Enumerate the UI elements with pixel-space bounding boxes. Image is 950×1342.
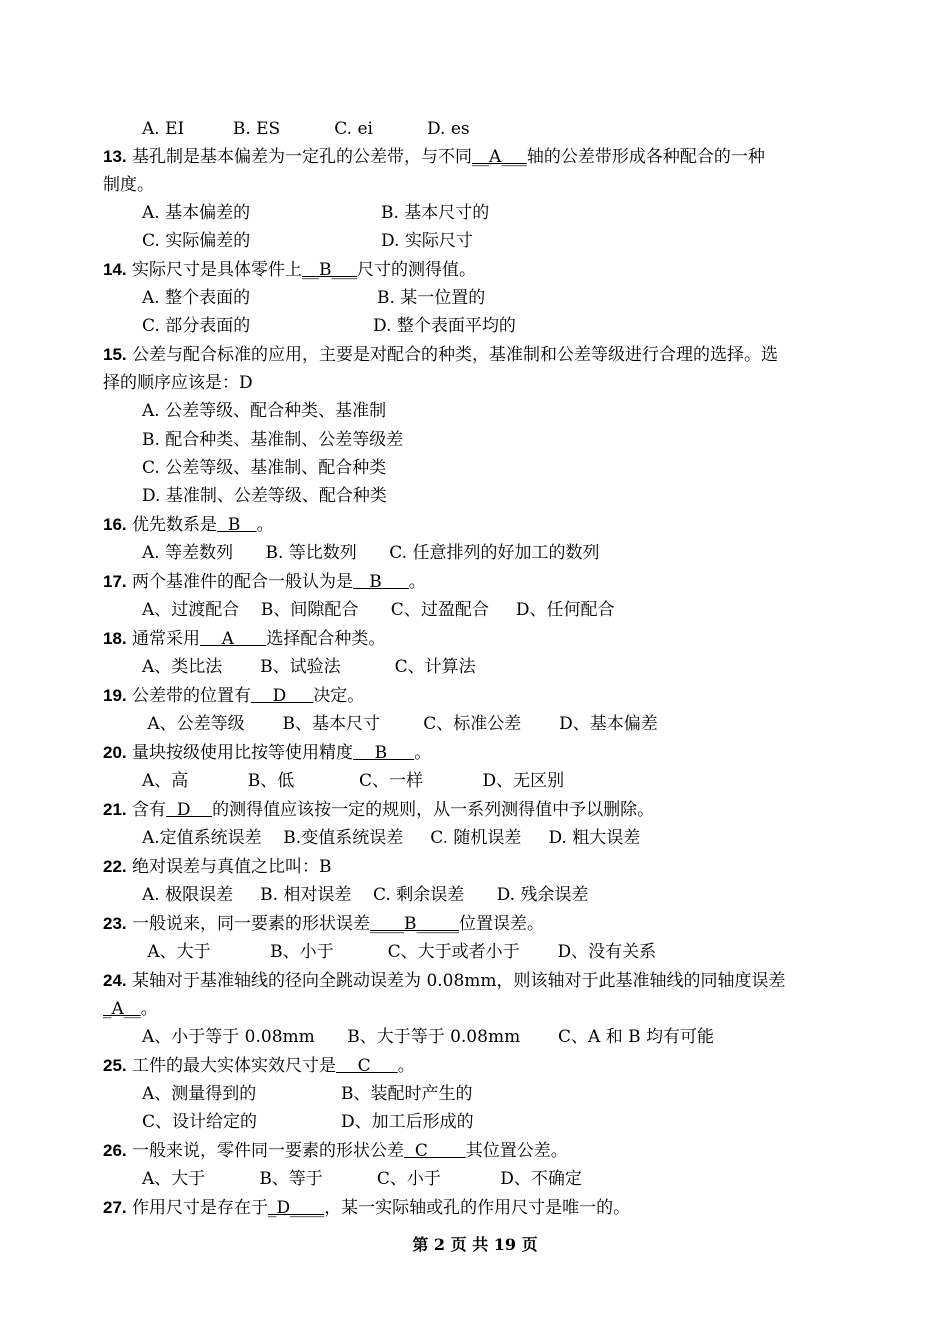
q25-option-b: B、装配时产生的 [341, 1084, 473, 1104]
q20-options: A、高 B、低 C、一样 D、无区别 [142, 771, 565, 791]
question-15: 15. 公差与配合标准的应用，主要是对配合的种类，基准制和公差等级进行合理的选择。选 [103, 345, 779, 365]
q19-options: A、公差等级 B、基本尺寸 C、标准公差 D、基本偏差 [142, 714, 658, 734]
question-24-cont: _A__。 [103, 999, 158, 1019]
q14-option-d: D. 整个表面平均的 [373, 316, 516, 336]
q15-option-b: B. 配合种类、基准制、公差等级差 [142, 430, 404, 450]
q13-option-a: A. 基本偏差的 [142, 203, 251, 223]
question-18: 18. 通常采用 A 选择配合种类。 [103, 629, 386, 649]
q21-options: A.定值系统误差 B.变值系统误差 C. 随机误差 D. 粗大误差 [142, 828, 641, 848]
question-15-cont: 择的顺序应该是：D [103, 373, 253, 393]
question-27: 27. 作用尺寸是存在于_D____，某一实际轴或孔的作用尺寸是唯一的。 [103, 1198, 631, 1218]
q15-option-d: D. 基准制、公差等级、配合种类 [142, 486, 387, 506]
q26-options: A、大于 B、等于 C、小于 D、不确定 [142, 1169, 582, 1189]
question-14: 14. 实际尺寸是具体零件上__B___尺寸的测得值。 [103, 260, 477, 280]
question-13: 13. 基孔制是基本偏差为一定孔的公差带，与不同__A___轴的公差带形成各种配合的一种 [103, 147, 765, 167]
q15-option-c: C. 公差等级、基准制、配合种类 [142, 458, 387, 478]
q22-options: A. 极限误差 B. 相对误差 C. 剩余误差 D. 残余误差 [142, 885, 589, 905]
question-26: 26. 一般来说，零件同一要素的形状公差 C 其位置公差。 [103, 1141, 568, 1161]
q17-options: A、过渡配合 B、间隙配合 C、过盈配合 D、任何配合 [142, 600, 615, 620]
q13-option-d: D. 实际尺寸 [381, 231, 473, 251]
q25-option-a: A、测量得到的 [142, 1084, 257, 1104]
q12-options: A. EI B. ES C. ei D. es [142, 119, 470, 139]
q14-option-a: A. 整个表面的 [142, 288, 251, 308]
q15-option-a: A. 公差等级、配合种类、基准制 [142, 401, 387, 421]
q14-option-b: B. 某一位置的 [377, 288, 486, 308]
question-25: 25. 工件的最大实体实效尺寸是 C 。 [103, 1056, 415, 1076]
question-19: 19. 公差带的位置有 D 决定。 [103, 686, 365, 706]
q23-options: A、大于 B、小于 C、大于或者小于 D、没有关系 [142, 942, 657, 962]
question-24: 24. 某轴对于基准轴线的径向全跳动误差为 0.08mm，则该轴对于此基准轴线的同轴度误差 [103, 971, 786, 991]
q13-option-b: B. 基本尺寸的 [381, 203, 490, 223]
question-20: 20. 量块按级使用比按等使用精度 B 。 [103, 743, 432, 763]
question-16: 16. 优先数系是 B 。 [103, 515, 274, 535]
question-21: 21. 含有 D 的测得值应该按一定的规则，从一系列测得值中予以删除。 [103, 800, 655, 820]
q18-options: A、类比法 B、试验法 C、计算法 [142, 657, 476, 677]
question-17: 17. 两个基准件的配合一般认为是 B 。 [103, 572, 426, 592]
q25-option-c: C、设计给定的 [142, 1112, 258, 1132]
question-22: 22. 绝对误差与真值之比叫：B [103, 857, 332, 877]
page-number-footer: 第 2 页 共 19 页 [412, 1235, 538, 1254]
q24-options: A、小于等于 0.08mm B、大于等于 0.08mm C、A 和 B 均有可能 [142, 1027, 714, 1047]
q14-option-c: C. 部分表面的 [142, 316, 251, 336]
question-23: 23. 一般说来，同一要素的形状误差____B_____位置误差。 [103, 914, 545, 934]
q16-options: A. 等差数列 B. 等比数列 C. 任意排列的好加工的数列 [142, 543, 600, 563]
question-13-cont: 制度。 [103, 175, 154, 195]
q13-option-c: C. 实际偏差的 [142, 231, 251, 251]
q25-option-d: D、加工后形成的 [341, 1112, 474, 1132]
